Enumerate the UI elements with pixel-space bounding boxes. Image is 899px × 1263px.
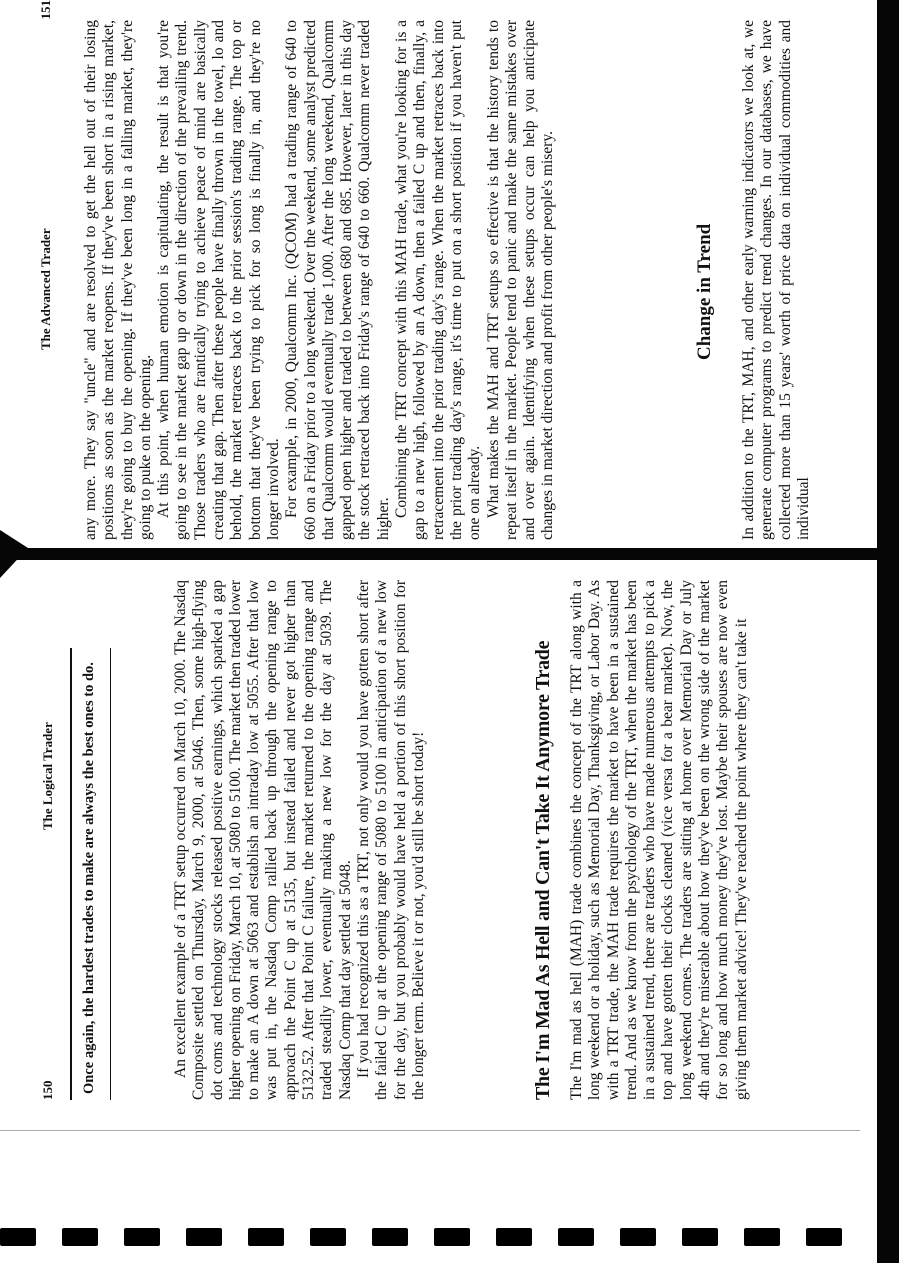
paragraph: Combining the TRT concept with this MAH trade, what you're looking for is a gap to a new high, followed by an A down, then a failed C up and then, finally, a retracement into the prior trading day's range. When the market retraces back into the prior trading day's range, it's time to put on a short position if you haven't put one on already. <box>393 20 484 540</box>
paragraph: If you had recognized this as a TRT, not only would you have gotten short after the failed C up at the opening range of 5080 to 5100 in anticipation of a new low for the day, but you probably would have held a portion of this short position for the longer term. Believe it or not, you'd still be short today! <box>354 580 427 1100</box>
binding-hole <box>124 1228 160 1246</box>
paragraph: In addition to the TRT, MAH, and other early warning indicators we look at, we generate computer programs to predict trend changes. In our databases, we have collected more than 15 years' worth of price data on individual commodities and individual <box>740 20 812 540</box>
scan-line <box>0 1130 860 1131</box>
binding-hole <box>310 1228 346 1246</box>
page-number: 150 <box>40 1080 55 1100</box>
binding-holes <box>0 1228 899 1248</box>
binding-hole <box>806 1228 842 1246</box>
paragraph: At this point, when human emotion is capitulating, the result is that you're going to see in the market gap up or down in the direction of the prevailing trend. Those traders who are frantically trying to achieve peace of mind are basically creating that gap. Then after these people have finally thrown in the towel, lo and behold, the market retraces back to the prior session's trading range. The top or bottom that they've been trying to pick for so long is finally in, and they're no longer involved. <box>155 20 282 540</box>
binding-hole <box>248 1228 284 1246</box>
section-heading: The I'm Mad As Hell and Can't Take It Anymore Trade <box>532 640 554 1100</box>
body-text-block <box>172 580 428 1100</box>
binding-hole <box>186 1228 222 1246</box>
paragraph: For example, in 2000, Qualcomm Inc. (QCOM) had a trading range of 640 to 660 on a Friday prior to a long weekend. Over the weekend, some analyst predicted that Qualcomm would eventually trade 1,000. After the long weekend, Qualcomm gapped open higher and traded to between 680 and 685. However, later in this day the stock retraced back into Friday's range of 640 to 660. Qualcomm never traded higher. <box>283 20 392 540</box>
paragraph: What makes the MAH and TRT setups so effective is that the history tends to repeat itself in the market. People tend to panic and make the same mistakes over and over again. Identifying when these setups occur can help you anticipate changes in market direction and profit from other people's misery. <box>484 20 557 540</box>
paragraph: An excellent example of a TRT setup occurred on March 10, 2000. The Nasdaq Composite settled on Thursday, March 9, 2000, at 5046. Then, some high-flying dot coms and technology stocks released positive earnings, which sparked a gap higher opening on Friday, March 10, at 5080 to 5100. The market then traded lower to make an A down at 5063 and establish an intraday low at 5055. After that low was put in, the Nasdaq Comp rallied back up through the opening range to approach the Point C up at 5135, but instead failed and never got higher than 5132.52. After that Point C failure, the market returned to the opening range and traded steadily lower, eventually making a new low for the day at 5039. The Nasdaq Comp that day settled at 5048. <box>172 580 354 1100</box>
running-head: The Logical Trader <box>40 722 55 830</box>
body-text-block <box>568 580 751 1100</box>
scanner-edge-band <box>877 0 899 1263</box>
section-heading: Change in Trend <box>694 223 715 360</box>
paragraph: The I'm mad as hell (MAH) trade combines the concept of the TRT along with a long weekend or a holiday, such as Memorial Day, Thanksgiving, or Labor Day. As with a TRT trade, the MAH trade requires the market to have been in a sustained trend. And as we know from the psychology of the TRT, when the market has been in a sustained trend, there are traders who have made numerous attempts to pick a top and have gotten their clocks cleaned (vice versa for a bear market). Now, the long weekend comes. The traders are sitting at home over Memorial Day or July 4th and they're miserable about how they've been on the wrong side of the market for so long and how much money they've lost. Maybe their spouses are now even giving them market advice! They've reached the point where they can't take it <box>568 580 750 1100</box>
page-151 <box>38 0 842 540</box>
binding-hole <box>434 1228 470 1246</box>
binding-hole <box>372 1228 408 1246</box>
binding-hole <box>682 1228 718 1246</box>
pull-quote: Once again, the hardest trades to make are always the best ones to do. <box>70 648 111 1100</box>
page-150 <box>40 548 750 1100</box>
binding-hole <box>620 1228 656 1246</box>
spine-shadow-mark <box>0 530 28 578</box>
paragraph: any more. They say "uncle" and are resolved to get the hell out of their losing positions as soon as the market reopens. If they've been short in a rising market, they're going to buy the opening. If they've been long in a falling market, they're going to puke on the opening. <box>82 20 154 540</box>
page-number: 151 <box>38 0 53 20</box>
binding-hole <box>496 1228 532 1246</box>
running-head: The Advanced Trader <box>38 228 53 350</box>
body-text-block <box>82 20 558 540</box>
binding-hole <box>558 1228 594 1246</box>
binding-hole <box>0 1228 36 1246</box>
binding-hole <box>744 1228 780 1246</box>
binding-hole <box>62 1228 98 1246</box>
body-text-block <box>740 20 813 540</box>
